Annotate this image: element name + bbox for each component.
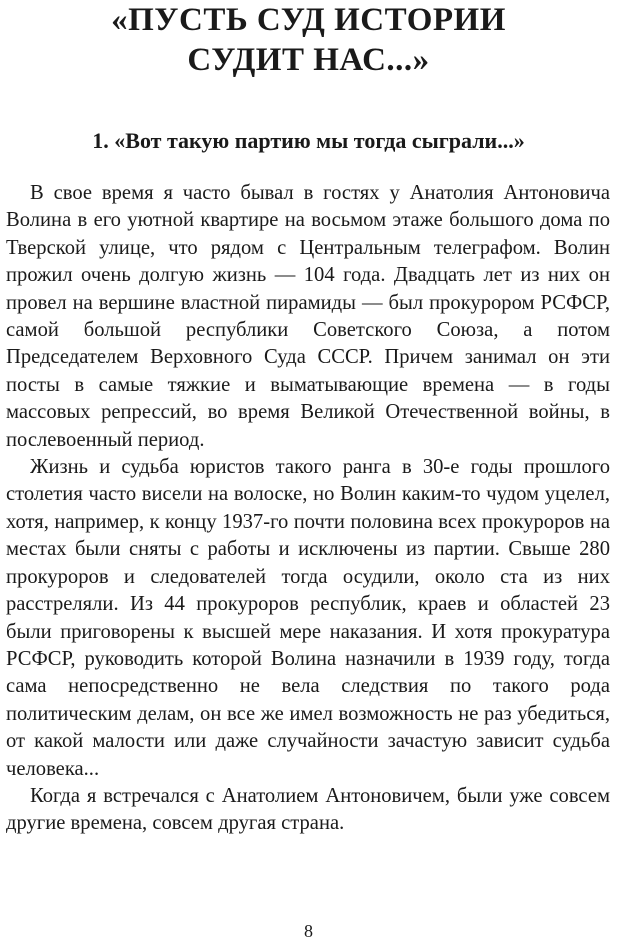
chapter-title-line-2: СУДИТ НАС...» xyxy=(187,42,430,78)
paragraph-1: В свое время я часто бывал в гостях у Анатолия Антоновича Волина в его уютной квартире на восьмом этаже большого дома по Тверской улице, что рядом с Центральным телеграфом. Волин прожил очень долгую жизнь — 104 года. Двадцать лет из них он провел на вершине властной пирамиды — был прокурором РСФСР, самой большой республики Советского Союза, а потом Председателем Верховного Суда СССР. Причем занимал он эти посты в самые тяжкие и выматывающие времена — в годы массовых репрессий, во время Великой Отечественной войны, в послевоенный период. xyxy=(6,182,610,451)
chapter-title-line-1: «ПУСТЬ СУД ИСТОРИИ xyxy=(111,2,506,38)
paragraph-3: Когда я встречался с Анатолием Антоновичем, были уже совсем другие времена, совсем другая страна. xyxy=(6,784,610,835)
body-text xyxy=(6,180,610,838)
section-heading: 1. «Вот такую партию мы тогда сыграли...» xyxy=(92,128,525,153)
paragraph-2: Жизнь и судьба юристов такого ранга в 30-е годы прошлого столетия часто висели на волоске, но Волин каким-то чудом уцелел, хотя, например, к концу 1937-го почти половина всех прокуроров на местах были сняты с работы и исключены из партии. Свыше 280 прокуроров и следователей тогда осудили, около ста из них расстреляли. Из 44 прокуроров республик, краев и областей 23 были приговорены к высшей мере наказания. И хотя прокуратура РСФСР, руководить которой Волина назначили в 1939 году, тогда сама непосредственно не вела следствия по такого рода политическим делам, он все же имел возможность не раз убедиться, от какой малости или даже случайности зачастую зависит судьба человека... xyxy=(6,456,610,780)
page-number: 8 xyxy=(304,921,313,941)
